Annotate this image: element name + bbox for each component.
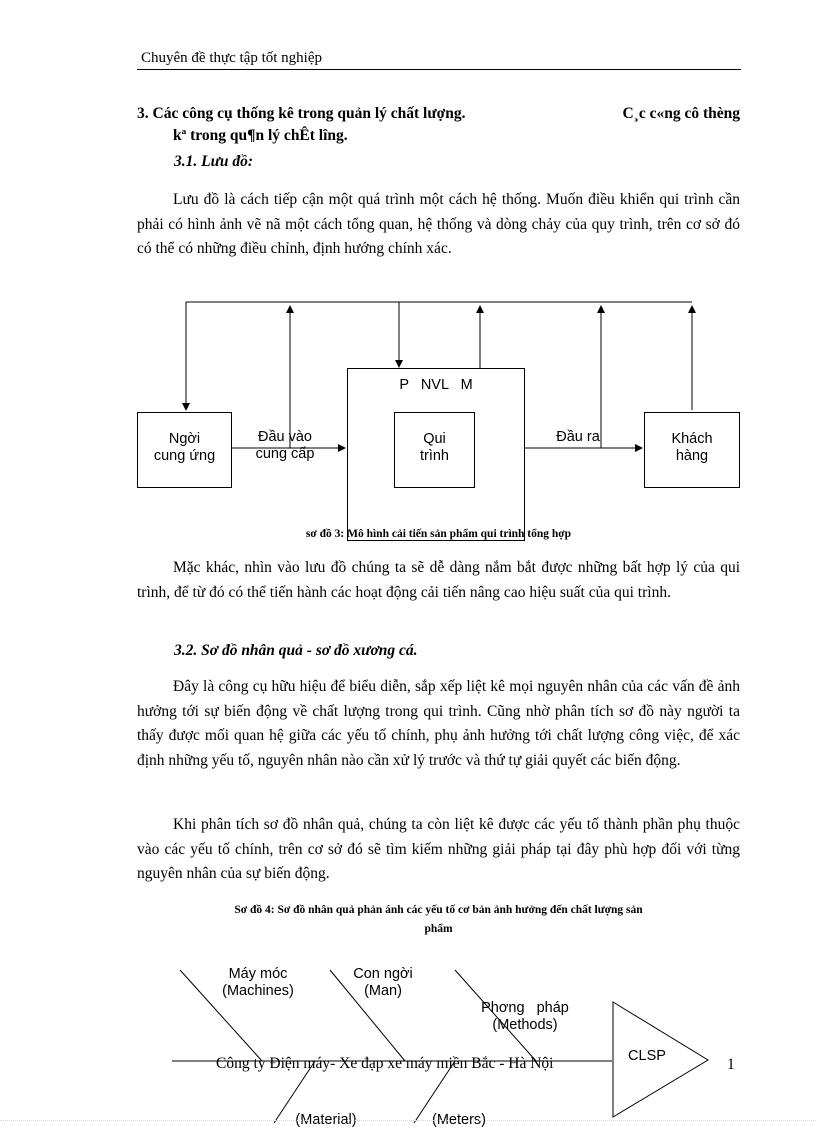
flowchart-caption: sơ đồ 3: Mô hình cải tiến sản phẩm qui trình tổng hợp (305, 528, 572, 540)
section-3-2-para-2: Khi phân tích sơ đồ nhân quả, chúng ta còn liệt kê được các yếu tố thành phần phụ thuộc vào các yếu tố chính, trên cơ sở đó sẽ tìm kiếm những giải pháp tại đây phù hợp đối với từng nguyên nhân của sự biến động. (137, 816, 740, 882)
section-3-1-para-1: Lưu đồ là cách tiếp cận một quá trình một cách hệ thống. Muốn điều khiển qui trình cần phải có hình ảnh vẽ nã một cách tổng quan, hệ thống và dòng chảy của quy trình, trên cơ sở đó có thể có những điều chỉnh, định hướng chính xác. (137, 191, 740, 257)
section-3-1-para-2: Mặc khác, nhìn vào lưu đồ chúng ta sẽ dễ dàng nắm bắt được những bất hợp lý của qui trình, để từ đó có thể tiến hành các hoạt động cải tiến nâng cao hiệu suất của qui trình. (137, 559, 740, 601)
footer-text: Công ty Điện máy- Xe đạp xe máy miền Bắc - Hà Nội (216, 1055, 554, 1072)
label-man: Con ngời (Man) (353, 966, 413, 999)
label-methods: Phơng pháp (Methods) (481, 1000, 569, 1033)
section-3-title: 3. Các công cụ thống kê trong quản lý chất lượng. (137, 105, 466, 122)
label-clsp: CLSP (628, 1048, 666, 1064)
label-material: (Material) (295, 1112, 357, 1128)
section-3-1-title: 3.1. Lưu đồ: (174, 153, 254, 170)
fishbone-caption: Sơ đồ 4: Sơ đồ nhân quả phản ánh các yếu tố cơ bản ảnh hưởng đến chất lượng sản phẩm (234, 904, 643, 935)
section-3-garbled-tail: C¸c c«ng cô thèng (622, 105, 740, 122)
page-bottom-dotted-rule (0, 1120, 816, 1121)
supplier-label: Ngời cung ứng (153, 431, 216, 464)
section-3-2-para-1: Đây là công cụ hữu hiệu để biểu diễn, sắp xếp liệt kê mọi nguyên nhân của các vấn đề ảnh hưởng tới sự biến động về chất lượng trong qui trình. Cũng nhờ phân tích sơ đồ này người ta thấy được mối quan hệ giữa các yếu tố chính, phụ ảnh hưởng tới chất lượng công việc, để xác định những yếu tố, nguyên nhân nào cần xử lý trước và thứ tự giải quyết các biến động. (137, 678, 740, 769)
running-header: Chuyên đề thực tập tốt nghiệp (141, 50, 323, 66)
page-number: 1 (727, 1056, 735, 1073)
label-meters: (Meters) (432, 1112, 486, 1128)
label-machines: Máy móc (Machines) (222, 966, 294, 999)
section-3-2-title: 3.2. Sơ đồ nhân quả - sơ đồ xương cá. (174, 642, 418, 659)
input-label: Đầu vào cung cấp (255, 429, 315, 462)
output-label: Đầu ra (556, 429, 600, 445)
customer-label: Khách hàng (671, 431, 713, 464)
pnvlm-label: P NVL M (399, 377, 473, 393)
section-3-garbled-line2: kª trong qu¶n lý chÊt lîng. (173, 127, 348, 144)
process-label: Qui trình (419, 431, 449, 464)
